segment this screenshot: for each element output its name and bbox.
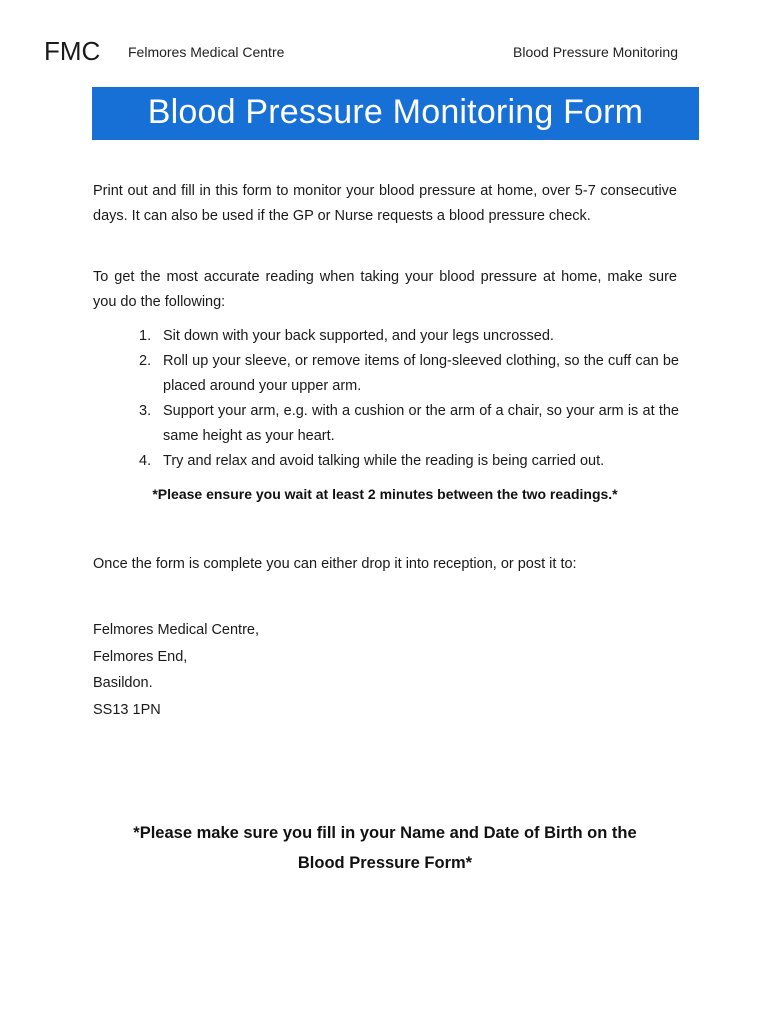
fmc-logo	[44, 38, 100, 64]
step-text: Sit down with your back supported, and your legs uncrossed.	[163, 328, 554, 344]
intro-paragraph: Print out and fill in this form to monitor your blood pressure at home, over 5-7 consecutive days. It can also be used if the GP or Nurse requests a blood pressure check.	[93, 183, 677, 224]
steps-list	[139, 324, 679, 474]
step-text: Roll up your sleeve, or remove items of long-sleeved clothing, so the cuff can be placed around your upper arm.	[163, 353, 679, 394]
wait-warning: *Please ensure you wait at least 2 minutes between the two readings.*	[152, 486, 618, 502]
step-number: 1.	[139, 328, 152, 344]
address-line: Felmores End,	[93, 648, 188, 665]
address-line: Felmores Medical Centre,	[93, 622, 259, 638]
instructions-paragraph: To get the most accurate reading when taking your blood pressure at home, make sure you do the following:	[93, 269, 677, 310]
list-item	[139, 324, 679, 349]
address-line: Basildon.	[93, 675, 153, 691]
list-item	[139, 449, 679, 474]
list-item	[139, 399, 679, 449]
step-number: 4.	[139, 453, 152, 469]
logo-text: FMC	[44, 36, 101, 66]
page-header	[44, 36, 678, 68]
step-text: Support your arm, e.g. with a cushion or the arm of a chair, so your arm is at the same height as your heart.	[163, 403, 679, 444]
title-banner	[92, 87, 699, 140]
final-note-line: Blood Pressure Form*	[297, 854, 473, 872]
final-note	[93, 818, 677, 878]
header-practice-name: Felmores Medical Centre	[128, 44, 285, 60]
header-document-title: Blood Pressure Monitoring	[513, 44, 678, 60]
step-text: Try and relax and avoid talking while the reading is being carried out.	[163, 453, 605, 469]
list-item	[139, 349, 679, 399]
page-title: Blood Pressure Monitoring Form	[147, 93, 644, 131]
postal-address	[93, 617, 259, 723]
return-instructions: Once the form is complete you can either drop it into reception, or post it to:	[93, 556, 577, 572]
final-note-line: *Please make sure you fill in your Name and Date of Birth on the	[133, 824, 637, 842]
step-number: 2.	[139, 353, 152, 369]
step-number: 3.	[139, 403, 152, 419]
address-line: SS13 1PN	[93, 701, 161, 718]
